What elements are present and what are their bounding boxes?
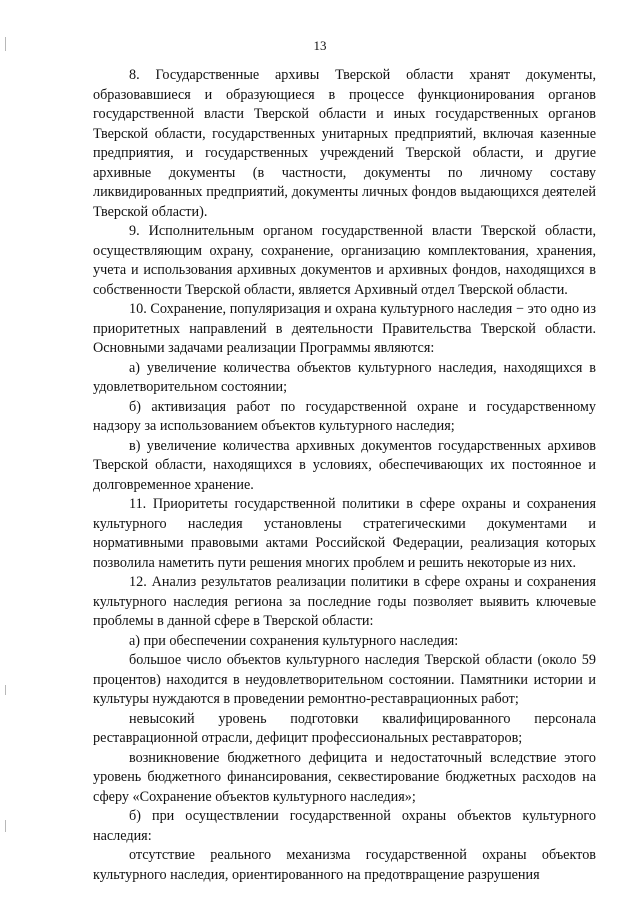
paragraph: б) при осуществлении государственной охраны объектов культурного наследия: [93, 808, 596, 844]
paragraph: возникновение бюджетного дефицита и недостаточный вследствие этого уровень бюджетного финансирования, секвестирование бюджетных расходов на сферу «Сохранение объектов культурного наследия»; [93, 749, 596, 805]
paragraph: большое число объектов культурного наследия Тверской области (около 59 процентов) находится в неудовлетворительном состоянии. Памятники истории и культуры нуждаются в проведении ремонтно-реставрационных работ; [93, 652, 596, 707]
scan-edge-mark [5, 685, 6, 695]
page-number: 13 [313, 38, 327, 53]
paragraph: 8. Государственные архивы Тверской области хранят документы, образовавшиеся и образующиеся в процессе функционирования органов государственной власти Тверской области и иных государственных органов Тверской области, государственных унитарных предприятий, включая казенные предприятия, и государственных учреждений Тверской области, и другие архивные документы (в частности, документы по личному составу ликвидированных предприятий, документы личных фондов выдающихся деятелей Тверской области). [93, 67, 596, 220]
paragraph: отсутствие реального механизма государственной охраны объектов культурного наследия, ориентированного на предотвращение разрушения [93, 847, 596, 883]
paragraph: а) увеличение количества объектов культурного наследия, находящихся в удовлетворительном состоянии; [93, 359, 596, 395]
paragraph: 12. Анализ результатов реализации политики в сфере охраны и сохранения культурного наследия региона за последние годы позволяет выявить ключевые проблемы в данной сфере в Тверской области: [93, 574, 596, 629]
paragraph: невысокий уровень подготовки квалифицированного персонала реставрационной отрасли, дефицит профессиональных реставраторов; [93, 710, 596, 746]
paragraph: 11. Приоритеты государственной политики в сфере охраны и сохранения культурного наследия установлены стратегическими документами и нормативными правовыми актами Российской Федерации, реализация которых позволила наметить пути решения многих проблем и решить некоторые из них. [93, 496, 596, 571]
scan-edge-mark [5, 820, 6, 832]
paragraph: 10. Сохранение, популяризация и охрана культурного наследия − это одно из приоритетных направлений в деятельности Правительства Тверской области. Основными задачами реализации Программы являются: [93, 301, 596, 356]
paragraph: 9. Исполнительным органом государственной власти Тверской области, осуществляющим охрану, сохранение, организацию комплектования, хранения, учета и использования архивных документов и архивных фондов, находящихся в собственности Тверской области, является Архивный отдел Тверской области. [93, 223, 596, 298]
paragraph: в) увеличение количества архивных документов государственных архивов Тверской области, находящихся в условиях, обеспечивающих их постоянное и долговременное хранение. [93, 437, 596, 493]
paragraph: а) при обеспечении сохранения культурного наследия: [129, 632, 459, 649]
document-body [93, 66, 596, 885]
paragraph: б) активизация работ по государственной охране и государственному надзору за использованием объектов культурного наследия; [93, 398, 596, 434]
